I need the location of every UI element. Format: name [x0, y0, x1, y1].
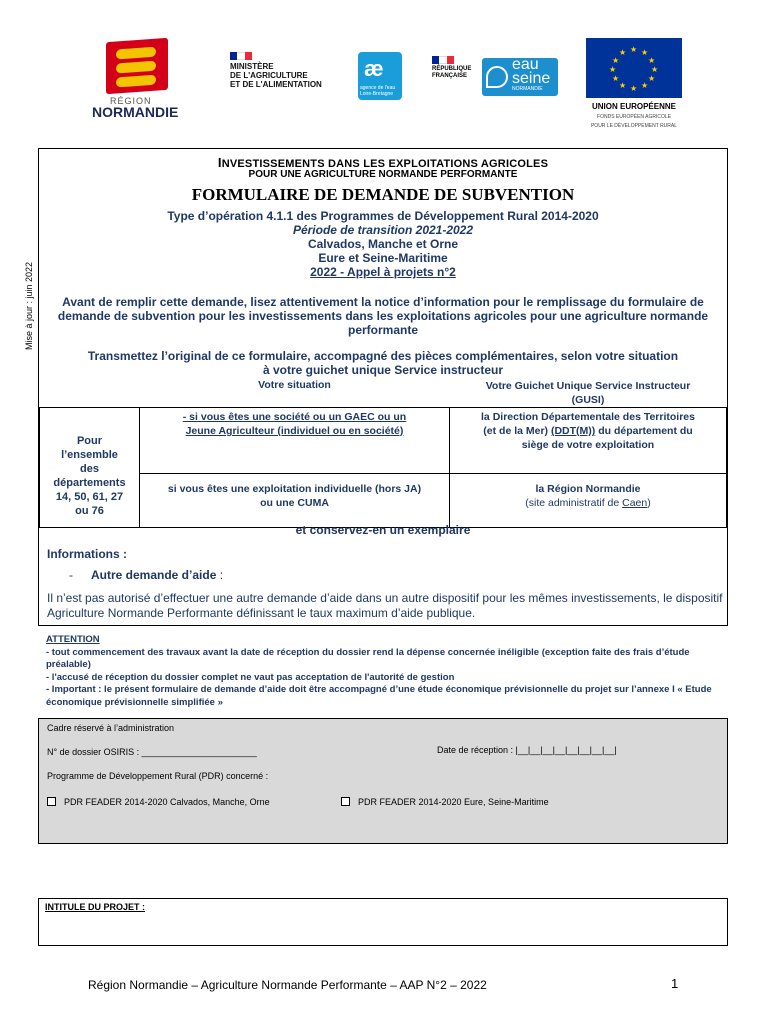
guichet-table: [39, 379, 727, 528]
attention-block: [46, 634, 726, 709]
ae-mark-icon: æ: [364, 56, 384, 81]
pdr-option-eure[interactable]: PDR FEADER 2014-2020 Eure, Seine-Maritime: [341, 797, 549, 807]
french-flag-icon: [230, 52, 252, 60]
ministere-line-1: MINISTÈRE: [230, 62, 274, 71]
attention-title: ATTENTION: [46, 634, 100, 645]
pour-agriculture-subtitle: POUR UNE AGRICULTURE NORMANDE PERFORMANTE: [248, 169, 518, 180]
attention-line-2: - l'accusé de réception du dossier complet ne vaut pas acceptation de l'autorité de gestion: [46, 671, 455, 683]
eau-seine-normandie-logo: [482, 58, 558, 96]
autre-demande-bullet: - Autre demande d’aide :: [69, 568, 224, 582]
eu-flag-icon: ★ ★ ★ ★ ★ ★ ★ ★ ★ ★ ★ ★: [586, 38, 682, 98]
departements-cell: Pour l’ensemble des départements 14, 50, 61, 27 ou 76: [40, 408, 140, 528]
ministere-agriculture-logo: [230, 52, 350, 112]
update-date-note: Mise à jour : juin 2022: [24, 261, 34, 350]
header-situation: Votre situation: [258, 379, 331, 391]
eau-logo-text: eau seine: [512, 56, 551, 87]
situation-societe-cell: - si vous êtes une société ou un GAEC ou un Jeune Agriculteur (individuel ou en société): [140, 408, 450, 474]
attention-line-1: - tout commencement des travaux avant la date de réception du dossier rend la dépense concernée inéligible (exception faite des frais d’étude préalable): [46, 646, 690, 670]
header-gusi: Votre Guichet Unique Service Instructeur (GUSI): [485, 380, 691, 406]
formulaire-title: FORMULAIRE DE DEMANDE DE SUBVENTION: [191, 185, 575, 204]
admin-title: Cadre réservé à l’administration: [47, 723, 175, 733]
situation-individuelle-cell: si vous êtes une exploitation individuelle (hors JA) ou une CUMA: [140, 474, 450, 528]
intitule-projet-label: INTITULE DU PROJET :: [45, 902, 146, 912]
intitule-projet-box[interactable]: [38, 898, 728, 946]
form-header-box: [38, 148, 728, 626]
pdr-calvados-checkbox[interactable]: [47, 797, 56, 806]
informations-text: Il n’est pas autorisé d’effectuer une autre demande d’aide dans un autre dispositif pour les mêmes investissements, le dispositif Agriculture Normande Performante définissant le taux maximum d’aide publique.: [47, 591, 723, 620]
departements-line-2: Eure et Seine-Maritime: [318, 251, 448, 265]
operation-type: Type d’opération 4.1.1 des Programmes de Développement Rural 2014-2020: [167, 209, 599, 223]
agence-eau-logo: [358, 52, 402, 100]
eu-sub-line-1: FONDS EUROPÉEN AGRICOLE: [597, 114, 671, 120]
republique-line-2: FRANÇAISE: [432, 73, 468, 79]
french-flag-icon: [432, 56, 454, 64]
departements-line-1: Calvados, Manche et Orne: [307, 237, 459, 251]
pdr-option-calvados[interactable]: PDR FEADER 2014-2020 Calvados, Manche, Orne: [47, 797, 270, 807]
avant-remplir-notice: Avant de remplir cette demande, lisez attentivement la notice d’information pour le remplissage du formulaire de demande de subvention pour les investissements dans les exploitations agricoles pour une agriculture normande performante: [57, 295, 709, 337]
logo-normandie-label: NORMANDIE: [92, 104, 179, 120]
page-footer: Région Normandie – Agriculture Normande Performante – AAP N°2 – 2022: [88, 978, 487, 992]
gusi-region-cell: la Région Normandie (site administratif de Caen): [450, 474, 727, 528]
page-number: 1: [671, 976, 679, 991]
caen-link[interactable]: Caen: [622, 497, 648, 509]
eu-sub-line-2: POUR LE DÉVELOPPEMENT RURAL: [590, 123, 678, 129]
conservez-exemplaire: et conservez-en un exemplaire: [295, 523, 471, 537]
logo-region-label: RÉGION: [110, 96, 152, 106]
investissements-title: INVESTISSEMENTS DANS LES EXPLOITATIONS AGRICOLES: [217, 155, 549, 170]
ministere-line-3: ET DE L'ALIMENTATION: [230, 80, 322, 89]
republique-line-1: RÉPUBLIQUE: [432, 66, 472, 72]
ministere-line-2: DE L'AGRICULTURE: [230, 71, 308, 80]
administration-box: [38, 718, 728, 844]
ae-logo-text: agence de l'eau Loire-Bretagne: [360, 85, 396, 97]
union-europeenne-logo: [586, 38, 682, 130]
transmettez-instructions: Transmettez l’original de ce formulaire, accompagné des pièces complémentaires, selon votre situation à votre guichet unique Service instructeur: [87, 349, 679, 377]
pdr-label: Programme de Développement Rural (PDR) concerné :: [47, 771, 269, 781]
eau-logo-sub: NORMANDIE: [512, 86, 543, 92]
republique-francaise-logo: [432, 56, 480, 100]
attention-line-3: - Important : le présent formulaire de demande d’aide doit être accompagné d’une étude économique prévisionnelle du projet sur l’annexe I « Etude économique prévisionnelle simplifiée »: [46, 684, 712, 708]
appel-projets: 2022 - Appel à projets n°2: [310, 265, 456, 279]
transition-period: Période de transition 2021-2022: [292, 223, 474, 237]
date-reception-field[interactable]: Date de réception : |__|__|__|__|__|__|__|__|: [437, 745, 617, 755]
normandie-flag-icon: [106, 38, 168, 94]
water-drop-icon: [486, 66, 508, 88]
region-normandie-logo: [92, 40, 192, 118]
ddtm-link[interactable]: (DDT(M)): [550, 425, 596, 437]
gusi-ddtm-cell: la Direction Départementale des Territoires (et de la Mer) (DDT(M)) du département du siège de votre exploitation: [450, 408, 727, 474]
pdr-eure-checkbox[interactable]: [341, 797, 350, 806]
osiris-dossier-field[interactable]: N° de dossier OSIRIS : _______________________: [47, 747, 257, 757]
informations-heading: Informations :: [47, 547, 127, 561]
eu-name-label: UNION EUROPÉENNE: [591, 102, 676, 111]
